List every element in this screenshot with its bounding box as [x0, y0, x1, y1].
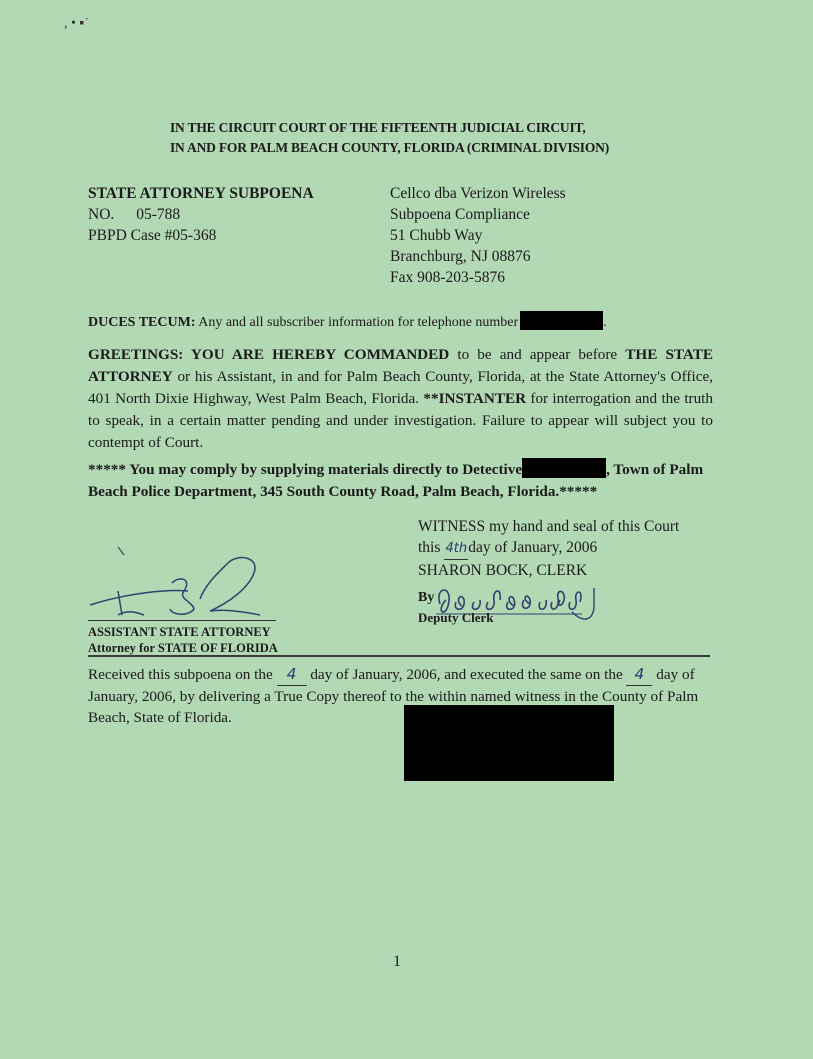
- redaction-box: [404, 705, 614, 781]
- pbpd-case: PBPD Case #05-368: [88, 227, 217, 244]
- greetings-part3: for interrogation and the truth to speak, in a certain matter pending and under investigation. Failure to appear will subject you to contempt of Court.: [88, 390, 713, 451]
- deputy-clerk-label: Deputy Clerk: [418, 610, 494, 625]
- recipient-city: Branchburg, NJ 08876: [390, 248, 531, 265]
- greetings-sa: THE STATE ATTORNEY: [88, 346, 714, 385]
- court-line-1: IN THE CIRCUIT COURT OF THE FIFTEENTH JUDICIAL CIRCUIT,: [170, 120, 586, 135]
- case-number-value: 05-788: [136, 206, 181, 223]
- duces-end: .: [603, 315, 607, 330]
- witness-day-handwritten: 4th: [444, 538, 468, 560]
- witness-line: WITNESS my hand and seal of this Court: [418, 518, 680, 535]
- duces-tecum: [88, 311, 607, 331]
- court-header: [170, 118, 690, 158]
- section-divider: [88, 655, 710, 657]
- court-line-2: IN AND FOR PALM BEACH COUNTY, FLORIDA (CRIMINAL DIVISION): [170, 140, 610, 155]
- witness-date-row: [418, 537, 738, 560]
- asa-subtitle: Attorney for STATE OF FLORIDA: [88, 641, 278, 655]
- page-number: 1: [393, 953, 401, 970]
- received-part2: day of January, 2006, and executed the same on the: [310, 666, 623, 683]
- received-part1: Received this subpoena on the: [88, 666, 273, 683]
- recipient-dept: Subpoena Compliance: [390, 206, 530, 223]
- recipient-name: Cellco dba Verizon Wireless: [390, 185, 566, 202]
- comply-part2: , Town of Palm Beach Police Department, 345 South County Road, Palm Beach, Florida.*****: [88, 461, 704, 500]
- recipient-fax: Fax 908-203-5876: [390, 269, 505, 286]
- received-part3: day of January, 2006, by delivering a True Copy thereof to the within named witness in the County of Palm Beach, State of Florida.: [88, 666, 699, 726]
- scan-speck: , • ▪˙: [64, 16, 90, 31]
- witness-this: this: [418, 539, 441, 556]
- subpoena-title: STATE ATTORNEY SUBPOENA: [88, 185, 314, 202]
- asa-signature-icon: [88, 543, 288, 623]
- case-number-label: NO.: [88, 206, 115, 223]
- recipient-address: [390, 183, 566, 288]
- by-label: By: [418, 590, 435, 605]
- redaction-box: [520, 311, 603, 330]
- case-info: [88, 183, 314, 246]
- asa-title: ASSISTANT STATE ATTORNEY: [88, 625, 271, 639]
- comply-part1: ***** You may comply by supplying materials directly to Detective: [88, 461, 523, 478]
- witness-day-rest: day of January, 2006: [468, 539, 598, 556]
- greetings-part2: or his Assistant, in and for Palm Beach County, Florida, at the State Attorney's Office, 401 North Dixie Highway, West Palm Beach, Florida.: [88, 368, 713, 407]
- greetings-paragraph: [88, 344, 713, 454]
- greetings-part1: to be and appear before: [457, 346, 618, 363]
- case-number-row: [88, 204, 314, 225]
- greetings-instanter: **INSTANTER: [423, 390, 527, 407]
- asa-block: [88, 624, 278, 656]
- comply-paragraph: [88, 458, 713, 503]
- received-day2-handwritten: 4: [626, 664, 652, 686]
- duces-text: Any and all subscriber information for telephone number: [198, 315, 519, 330]
- witness-block: [418, 516, 738, 581]
- signature-line: [88, 620, 276, 621]
- clerk-name: SHARON BOCK, CLERK: [418, 562, 588, 579]
- return-of-service: [88, 664, 718, 728]
- duces-label: DUCES TECUM:: [88, 315, 196, 330]
- greetings-lead: GREETINGS: YOU ARE HEREBY COMMANDED: [88, 346, 450, 363]
- received-day1-handwritten: 4: [277, 664, 307, 686]
- redaction-box: [522, 458, 606, 478]
- recipient-street: 51 Chubb Way: [390, 227, 483, 244]
